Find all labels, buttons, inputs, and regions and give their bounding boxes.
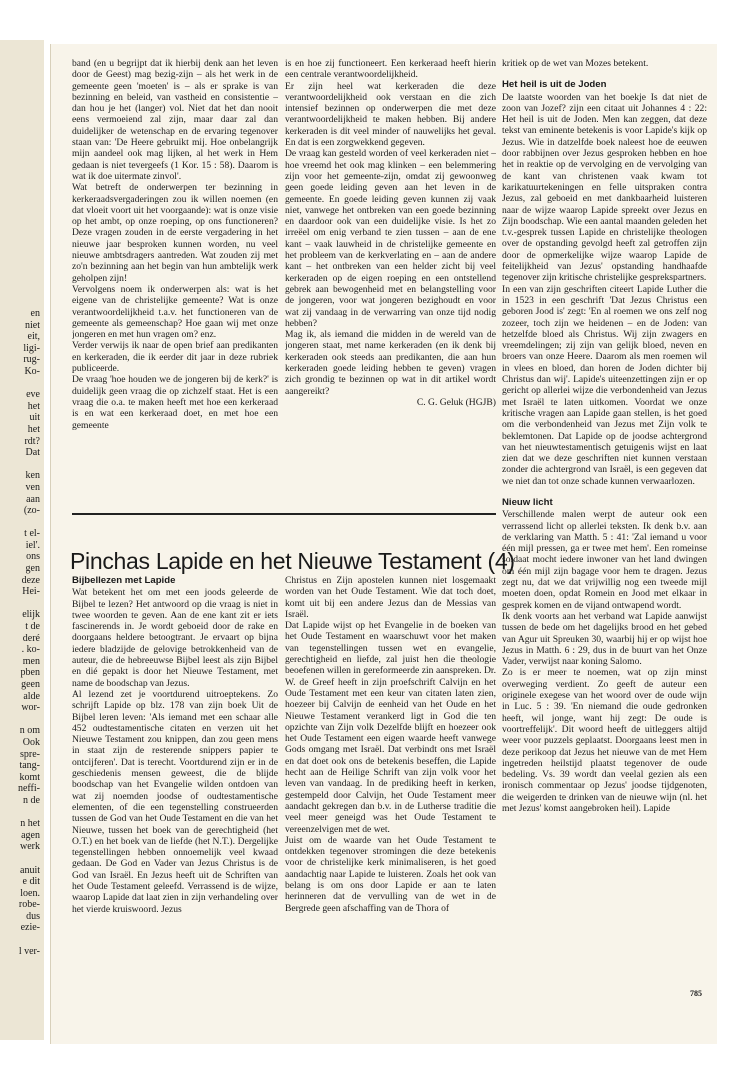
article-column-1: [72, 575, 278, 995]
paragraph: Al lezend zet je voortdurend uitroeptekens. Zo schrijft Lapide op blz. 178 van zijn boek Uit de Bijbel leren leven: 'Als iemand met een schaar alle 452 oudtestamentische citaten en verzen uit het Nieuwe Testament zou knippen, dan zou geen mens in staat zijn de resterende snippers papier te ontcijferen'. Dat is terecht. Voortdurend zijn er in de geschiedenis mensen geweest, die de blijde boodschap van het Evangelie wilden ontdoen van wat zij noemden joodse of oudtestamentische elementen, of die een tegenstelling construeerden tussen de God van het Oude Testament en die van het Nieuwe, tussen het boek van de gerechtigheid (het O.T.) en het boek van de liefde (het N.T.). Dergelijke tegenstellingen hebben onnoemelijk veel kwaad gedaan. De God en Vader van Jezus Christus is de God van Israël. En Jezus heeft uit de Schriften van het Oude Testament geleefd. Verrassend is de wijze, waarop Lapide dat laat zien in zijn verhandeling over het vierde kruiswoord. Jezus: [72, 688, 278, 915]
margin-fragment: Ook: [22, 736, 40, 748]
margin-fragment: robe-: [18, 899, 40, 911]
margin-fragments: [0, 308, 44, 957]
article-divider: [72, 513, 496, 515]
margin-fragment: iel'.: [25, 539, 40, 551]
author-signature: C. G. Geluk (HGJB): [416, 396, 496, 408]
margin-fragment: uit: [29, 412, 40, 424]
paragraph: Er zijn heel wat kerkeraden die deze verantwoordelijkheid ook verstaan en die zich intensief bezinnen op onderwerpen die met deze verantwoordelijkheid te maken hebben. Bij andere kerkeraden is dit veel minder of nauwelijks het geval. En dat is een zorgwekkend gegeven.: [285, 80, 496, 149]
margin-fragment: ken: [25, 470, 40, 482]
paragraph: band (en u begrijpt dat ik hierbij denk aan het leven door de Geest) mag bezig-zijn – als het werk in de gemeente geen 'moeten' is – als er sprake is van bezinning en beleid, van vastheid en consistentie – dan hou je het (langer) vol. Niet dat het dan nooit eens vermoeiend zal zijn, maar daar zal dan duidelijker de wetenschap en de ervaring tegenover staan van: 'De Heere gebruikt mij. Hoe onbelangrijk mijn aandeel ook mag lijken, al het werk in Hem gedaan is niet tevergeefs (1 Kor. 15 : 58). Daarom is wat ik doe uitermate zinvol'.: [72, 58, 278, 182]
margin-fragment: t el-: [24, 528, 40, 540]
margin-fragment: eve: [26, 389, 40, 401]
margin-fragment: deré: [22, 632, 40, 644]
margin-fragment: aan: [26, 493, 40, 505]
paragraph: Zo is er meer te noemen, wat op zijn minst overweging verdient. Zo geeft de auteur een originele exegese van het woord over de oude wijn in Luc. 5 : 39. 'En niemand die oude gedronken heeft, wil jonge, want hij zegt: De oude is voortreffelijk'. Dit woord heeft de uitleggers altijd weer voor puzzels geplaatst. Doorgaans leest men in deze perikoop dat Jezus het nieuwe van de met Hem ingetreden heilstijd plaatst tegenover de oude bedeling. Vs. 39 wordt dan veelal gezien als een ironisch commentaar op Jezus' joodse tijdgenoten, die weigerden te drinken van de nieuwe wijn (nl. het met Jezus' komst aangebroken heil). Lapide: [502, 667, 707, 814]
margin-fragment: Ko-: [24, 365, 40, 377]
margin-fragment: spre-: [20, 748, 40, 760]
margin-fragment: n het: [20, 818, 40, 830]
margin-fragment: men: [22, 655, 40, 667]
margin-fragment: n de: [23, 794, 40, 806]
continuation-column-2: [285, 58, 496, 508]
section-heading: Het heil is uit de Joden: [502, 79, 607, 91]
section-heading: Nieuw licht: [502, 496, 553, 508]
margin-fragment: eit,: [27, 331, 40, 343]
margin-fragment: niet: [25, 319, 40, 331]
paragraph: Christus en Zijn apostelen kunnen niet losgemaakt worden van het Oude Testament. Wie dat toch doet, komt uit bij een andere Jezus dan de Messias van Israël.: [285, 575, 496, 620]
margin-fragment: gen: [25, 563, 40, 575]
margin-fragment: rug-: [23, 354, 40, 366]
paragraph: Dat Lapide wijst op het Evangelie in de boeken van het Oude Testament en waarschuwt voor het maken van tegenstellingen tussen wet en evangelie, gerechtigheid en liefde, zal juist hen die theologie beoefenen willen in gereformeerde zin aanspreken. Dr. W. de Greef heeft in zijn proefschrift Calvijn en het Oude Testament met een keur van citaten laten zien, hoezeer bij Calvijn de eenheid van het Oude en het Nieuwe Testament verankerd ligt in God die ten opzichte van Zijn volk Dezelfde blijft en hoezeer ook het Oude Testament een eigen waarde heeft vanwege Gods omgang met Israël. Dat verbindt ons met Israël en dat doet ook ons de betekenis beseffen, die Lapide hecht aan de Heilige Schrift van zijn volk voor het leven van vandaag. In de prediking heeft in kerken, gestempeld door Calvijn, het Oude Testament meer aandacht gekregen dan b.v. in de Lutherse traditie die veel meer geneigd was het Oude Testament te vereenzelvigen met de wet.: [285, 620, 496, 835]
paragraph: Ik denk voorts aan het verband wat Lapide aanwijst tussen de bede om het dagelijks brood en het gebed van Agur uit Spreuken 30, waarbij hij er op wijst hoe Jezus in Matth. 6 : 29, dus in de buurt van het Onze Vader, verwijst naar koning Salomo.: [502, 610, 707, 668]
previous-page-edge: [0, 40, 44, 1040]
margin-fragment: het: [27, 400, 40, 412]
paragraph: is en hoe zij functioneert. Een kerkeraad heeft hierin een centrale verantwoordelijkheid.: [285, 58, 496, 81]
margin-fragment: wor-: [21, 702, 40, 714]
margin-fragment: rdt?: [24, 435, 40, 447]
paragraph: Wat betreft de onderwerpen ter bezinning in kerkeraadsvergaderingen zou ik willen noemen (en dat vloeit voort uit het voorgaande): wat is onze visie op het ambt, op onze roeping, op ons functioneren? Deze vragen zouden in de eerste vergadering in het nieuwe jaar besproken kunnen worden, nu veel nieuwe ambtsdragers aantreden. Wat zouden zij met zo'n bezinning aan het begin van hun ambtelijk werk geholpen zijn!: [72, 182, 278, 284]
margin-fragment: t de: [25, 621, 40, 633]
margin-fragment: het: [27, 423, 40, 435]
margin-fragment: geen: [21, 679, 40, 690]
margin-fragment: e dit: [22, 876, 40, 888]
margin-fragment: ligi-: [23, 342, 40, 354]
margin-fragment: dus: [26, 910, 40, 922]
paragraph: De laatste woorden van het boekje Is dat niet de zoon van Jozef? zijn een citaat uit Johannes 4 : 22: Het heil is uit de Joden. Men kan zeggen, dat deze tekst van eminente betekenis is voor Lapide's kijk op Jezus. Wie in datzelfde boek naleest hoe de eeuwen door rabbijnen over Jezus gesproken hebben en hoe het in reaktie op de vervolging en de vervolging van de kant van christenen vaak kwam tot karikatuurtekeningen en felle uitspraken contra Jezus, zal geboeid en met dankbaarheid luisteren naar de wijze waarop Lapide spreekt over Jezus en Zijn boodschap. Wie een aantal maanden geleden het t.v.-gesprek tussen Lapide en christelijke theologen over de opstanding gevolgd heeft zal getroffen zijn door de opmerkelijke wijze waarop Lapide de feitelijkheid van Jezus' opstanding handhaafde tegenover zijn kritische christelijke gesprekspartners.: [502, 91, 707, 284]
margin-fragment: [0, 714, 44, 726]
margin-fragment: ven: [25, 481, 40, 493]
margin-fragment: [0, 598, 44, 610]
margin-fragment: l ver-: [18, 945, 40, 957]
margin-fragment: ezie-: [20, 922, 40, 934]
continuation-column-1: [72, 58, 278, 498]
margin-fragment: n om: [19, 725, 40, 737]
margin-fragment: [0, 934, 44, 946]
paragraph: De vraag 'hoe houden we de jongeren bij de kerk?' is duidelijk geen vraag die op zichzelf staat. Het is een vraag die o.a. te maken heeft met hoe een kerkeraad is en wat een kerkeraad doet, en met hoe een gemeente: [72, 374, 278, 431]
margin-fragment: deze: [21, 574, 40, 586]
article-column-3: [502, 58, 707, 986]
margin-fragment: ons: [26, 551, 40, 563]
paragraph: kritiek op de wet van Mozes betekent.: [502, 58, 649, 69]
paragraph: Juist om de waarde van het Oude Testament te ontdekken tegenover stromingen die deze betekenis voor de christelijke kerk minimaliseren, is het goed aandachtig naar Lapide te luisteren. Zoals het ook van belang is om ons door Lapide er aan te laten herinneren dat de vervulling van de wet in de Bergrede geen afschaffing van de Thora of: [285, 834, 496, 914]
margin-fragment: werk: [20, 841, 40, 853]
margin-fragment: Hei-: [22, 586, 40, 598]
paragraph: Vervolgens noem ik onderwerpen als: wat is het eigene van de christelijke gemeente? Wat is onze verantwoordelijkheid t.a.v. het functioneren van de gemeente als gemeenschap? Hoe gaan wij met onze jongeren en met hun vragen om? enz.: [72, 283, 278, 341]
margin-fragment: agen: [21, 829, 40, 841]
paragraph: Wat betekent het om met een joods geleerde de Bijbel te lezen? Het antwoord op die vraag is niet in twee woorden te geven. Aan de ene kant zit er iets fascinerends in. Je wordt geboeid door de rake en doorgaans heldere betoogtrant. Je ervaart op bijna iedere bladzijde de gelovige betrokkenheid van de auteur, die de hebreeuwse Bijbel leest als zijn Bijbel en dié gepakt is door het Nieuwe Testament, met name de boodschap van Jezus.: [72, 587, 278, 689]
margin-fragment: Dat: [25, 447, 40, 459]
margin-fragment: en: [30, 308, 40, 319]
margin-fragment: [0, 807, 44, 819]
paragraph: Mag ik, als iemand die midden in de wereld van de jongeren staat, met name kerkeraden (en ik denk bij kerkeraden ook steeds aan predikanten, die aan hun kerkeraden goede leiding hebben te geven) vragen zich grondig te bezinnen op wat in dit artikel wordt aangereikt?: [285, 329, 496, 397]
paragraph: De vraag kan gesteld worden of veel kerkeraden niet – hoe vreemd het ook mag klinken – een belemmering zijn voor het gemeente-zijn, omdat zij gewoonweg geen goede leiding geven aan het leven in de gemeente. En goede leiding geven kunnen zij vaak niet, vanwege het ontbreken van een goede bezinning en daardoor ook van een duidelijke visie. Is het zo irreëel om enig verband te zien tussen – aan de ene kant – vaak lauwheid in de christelijke gemeente en het probleem van de kerkverlating en – aan de andere kant – het ontbreken van een helder zicht bij veel kerkeraden op de eigen roeping en een ontstellend gebrek aan bewogenheid met en belangstelling voor de jongeren, voor wat jongeren bezighoudt en voor wat zij vandaag in de verwarring van onze tijd nodig hebben?: [285, 148, 496, 329]
section-heading: Bijbellezen met Lapide: [72, 575, 176, 586]
page-number: 785: [690, 989, 702, 998]
margin-fragment: [0, 459, 44, 471]
margin-fragment: pben: [20, 667, 40, 679]
article-title: Pinchas Lapide en het Nieuwe Testament (4): [70, 548, 515, 574]
margin-fragment: [0, 517, 44, 529]
paragraph: Verschillende malen werpt de auteur ook een verrassend licht op allerlei teksten. Ik denk b.v. aan de verklaring van Matth. 5 : 41: 'Zal iemand u voor één mijl pressen, ga er twee met hem'. Een romeinse soldaat mocht iedere inwoner van het land dwingen om één mijl zijn bagage voor hem te dragen. Jezus zegt nu, dat we dat vrijwillig nog een tweede mijl moeten doen, opdat Romein en Jood met elkaar in gesprek komen en de vijand ontwapend wordt.: [502, 509, 707, 611]
margin-fragment: neffi-: [17, 783, 40, 795]
margin-fragment: komt: [19, 771, 40, 783]
margin-fragment: alde: [23, 690, 40, 702]
margin-fragment: [0, 853, 44, 865]
margin-fragment: [0, 378, 44, 390]
paragraph: In een van zijn geschriften citeert Lapide Luther die in 1523 in een geschrift 'Dat Jezus Christus een geboren Jood is' zegt: 'En al roemen we ons zelf nog zozeer, toch zijn we heidenen – en de Joden: van hetzelfde bloed als Christus. Wij zijn zwagers en vreemdelingen; zij zijn van gelijk bloed, neven en broers van onze Heere. Daarom als men roemen wil in vlees en bloed, dan horen de Joden dichter bij Christus dan wij'. Lapide's uiteenzettingen zijn er op gericht op allerlei wijze die verbondenheid van Jezus met Israël te laten uitkomen. Voordat we onze kritische vragen aan Lapide gaan stellen, is het goed om die verbondenheid van Jezus met Zijn volk te beklemtonen. Dat Lapide op de joodse achtergrond van het nieuwtestamentisch getuigenis wijst en laat zien dat we deze geschriften niet kunnen verstaan zonder die achtergrond van Israël, is een gegeven dat we niet dan tot onze schade kunnen verwaarlozen.: [502, 283, 707, 487]
margin-fragment: loen.: [20, 887, 40, 899]
margin-fragment: (zo-: [23, 505, 40, 517]
paragraph: Verder verwijs ik naar de open brief aan predikanten en kerkeraden, die ik eerder dit jaar in deze rubriek publiceerde.: [72, 340, 278, 375]
margin-fragment: elijk: [22, 609, 40, 621]
margin-fragment: anuit: [20, 864, 40, 876]
margin-fragment: tang-: [19, 760, 40, 772]
margin-fragment: . ko-: [21, 644, 40, 656]
article-column-2: [285, 575, 496, 995]
